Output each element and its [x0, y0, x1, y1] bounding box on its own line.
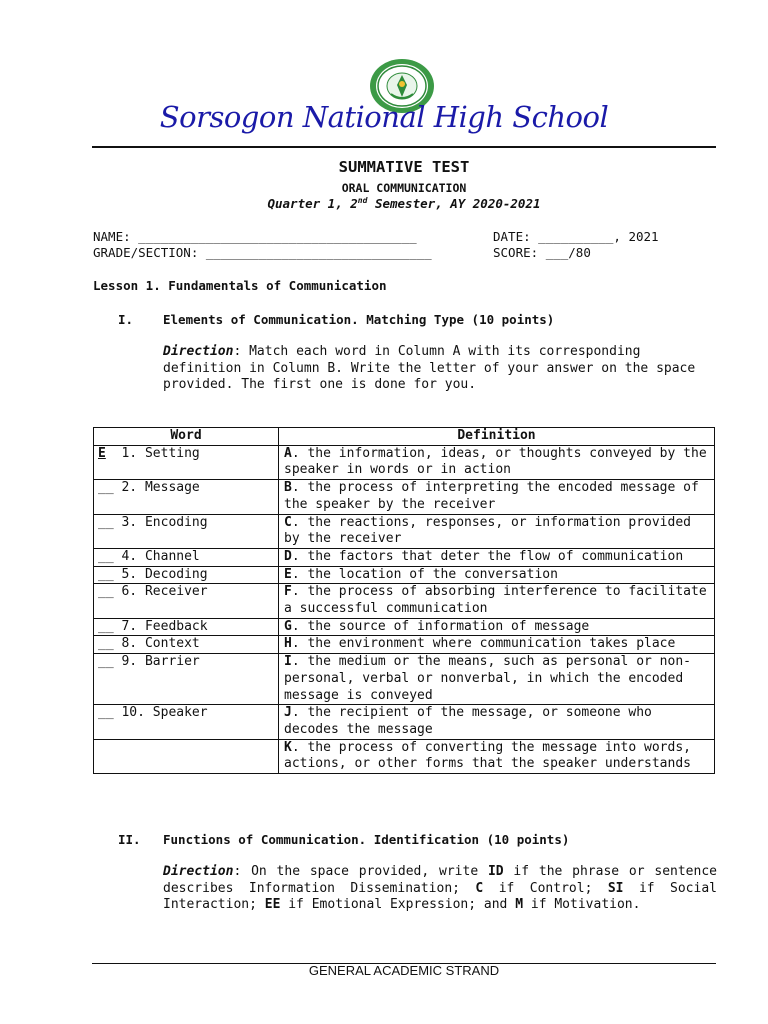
answer-blank: __: [98, 480, 114, 496]
footer-text: GENERAL ACADEMIC STRAND: [308, 963, 500, 978]
table-row: [94, 739, 715, 773]
definition-cell: E. the location of the conversation: [279, 566, 715, 584]
word-cell[interactable]: E 1. Setting: [94, 445, 279, 479]
part1-numeral: I.: [118, 312, 134, 327]
answer-blank: __: [98, 705, 114, 721]
school-name: Sorsogon National High School: [159, 100, 609, 134]
word-cell[interactable]: __ 10. Speaker: [94, 705, 279, 739]
answer-blank: __: [98, 584, 114, 600]
score-field[interactable]: SCORE: ___/80: [493, 245, 591, 260]
lesson-heading: Lesson 1. Fundamentals of Communication: [93, 278, 387, 293]
header-divider: [92, 146, 716, 148]
definition-cell: G. the source of information of message: [279, 618, 715, 636]
table-row: [94, 548, 715, 566]
definition-cell: F. the process of absorbing interference to facilitate a successful communication: [279, 584, 715, 618]
table-header-row: [94, 428, 715, 446]
table-row: [94, 445, 715, 479]
date-field[interactable]: DATE: __________, 2021: [493, 229, 659, 244]
part2-heading: Functions of Communication. Identification (10 points): [163, 832, 570, 847]
answer-blank: __: [98, 636, 114, 652]
answer-blank: __: [98, 566, 114, 582]
answer-blank: __: [98, 654, 114, 670]
part2-direction: Direction: On the space provided, write ID if the phrase or sentence describes Information Dissemination; C if Control; SI if Social Interaction; EE if Emotional Expression; and M if Motivation.: [163, 864, 717, 913]
definition-cell: B. the process of interpreting the encoded message of the speaker by the receiver: [279, 480, 715, 514]
definition-cell: I. the medium or the means, such as personal or non-personal, verbal or nonverbal, in which the encoded message is conveyed: [279, 654, 715, 705]
answer-blank: __: [98, 618, 114, 634]
definition-cell: C. the reactions, responses, or information provided by the receiver: [279, 514, 715, 548]
table-row: [94, 636, 715, 654]
table-row: [94, 618, 715, 636]
part2-numeral: II.: [118, 832, 141, 847]
answer-blank: __: [98, 514, 114, 530]
column-word-header: Word: [94, 428, 279, 446]
subject-title: ORAL COMMUNICATION: [341, 181, 467, 195]
table-row: [94, 705, 715, 739]
word-cell-empty: [94, 739, 279, 773]
answer-blank: __: [98, 548, 114, 564]
word-cell[interactable]: __ 7. Feedback: [94, 618, 279, 636]
matching-table: [93, 427, 715, 774]
definition-cell: H. the environment where communication takes place: [279, 636, 715, 654]
answer-blank: E: [98, 445, 106, 461]
word-cell[interactable]: __ 3. Encoding: [94, 514, 279, 548]
word-cell[interactable]: __ 2. Message: [94, 480, 279, 514]
table-row: [94, 480, 715, 514]
word-cell[interactable]: __ 8. Context: [94, 636, 279, 654]
definition-cell: A. the information, ideas, or thoughts conveyed by the speaker in words or in action: [279, 445, 715, 479]
name-field[interactable]: NAME: _____________________________________: [93, 229, 417, 244]
table-row: [94, 514, 715, 548]
table-row: [94, 566, 715, 584]
table-row: [94, 584, 715, 618]
word-cell[interactable]: __ 6. Receiver: [94, 584, 279, 618]
part1-direction: Direction: Match each word in Column A with its corresponding definition in Column B. Write the letter of your answer on the space provided. The first one is done for you.: [163, 344, 696, 393]
part1-heading: Elements of Communication. Matching Type (10 points): [163, 312, 555, 327]
definition-cell: K. the process of converting the message into words, actions, or other forms that the speaker understands: [279, 739, 715, 773]
word-cell[interactable]: __ 9. Barrier: [94, 654, 279, 705]
word-cell[interactable]: __ 4. Channel: [94, 548, 279, 566]
word-cell[interactable]: __ 5. Decoding: [94, 566, 279, 584]
definition-cell: D. the factors that deter the flow of communication: [279, 548, 715, 566]
definition-cell: J. the recipient of the message, or someone who decodes the message: [279, 705, 715, 739]
grade-section-field[interactable]: GRADE/SECTION: ______________________________: [93, 245, 432, 260]
quarter-line: Quarter 1, 2nd Semester, AY 2020-2021: [267, 196, 541, 212]
table-row: [94, 654, 715, 705]
column-definition-header: Definition: [279, 428, 715, 446]
test-title: SUMMATIVE TEST: [338, 158, 470, 176]
